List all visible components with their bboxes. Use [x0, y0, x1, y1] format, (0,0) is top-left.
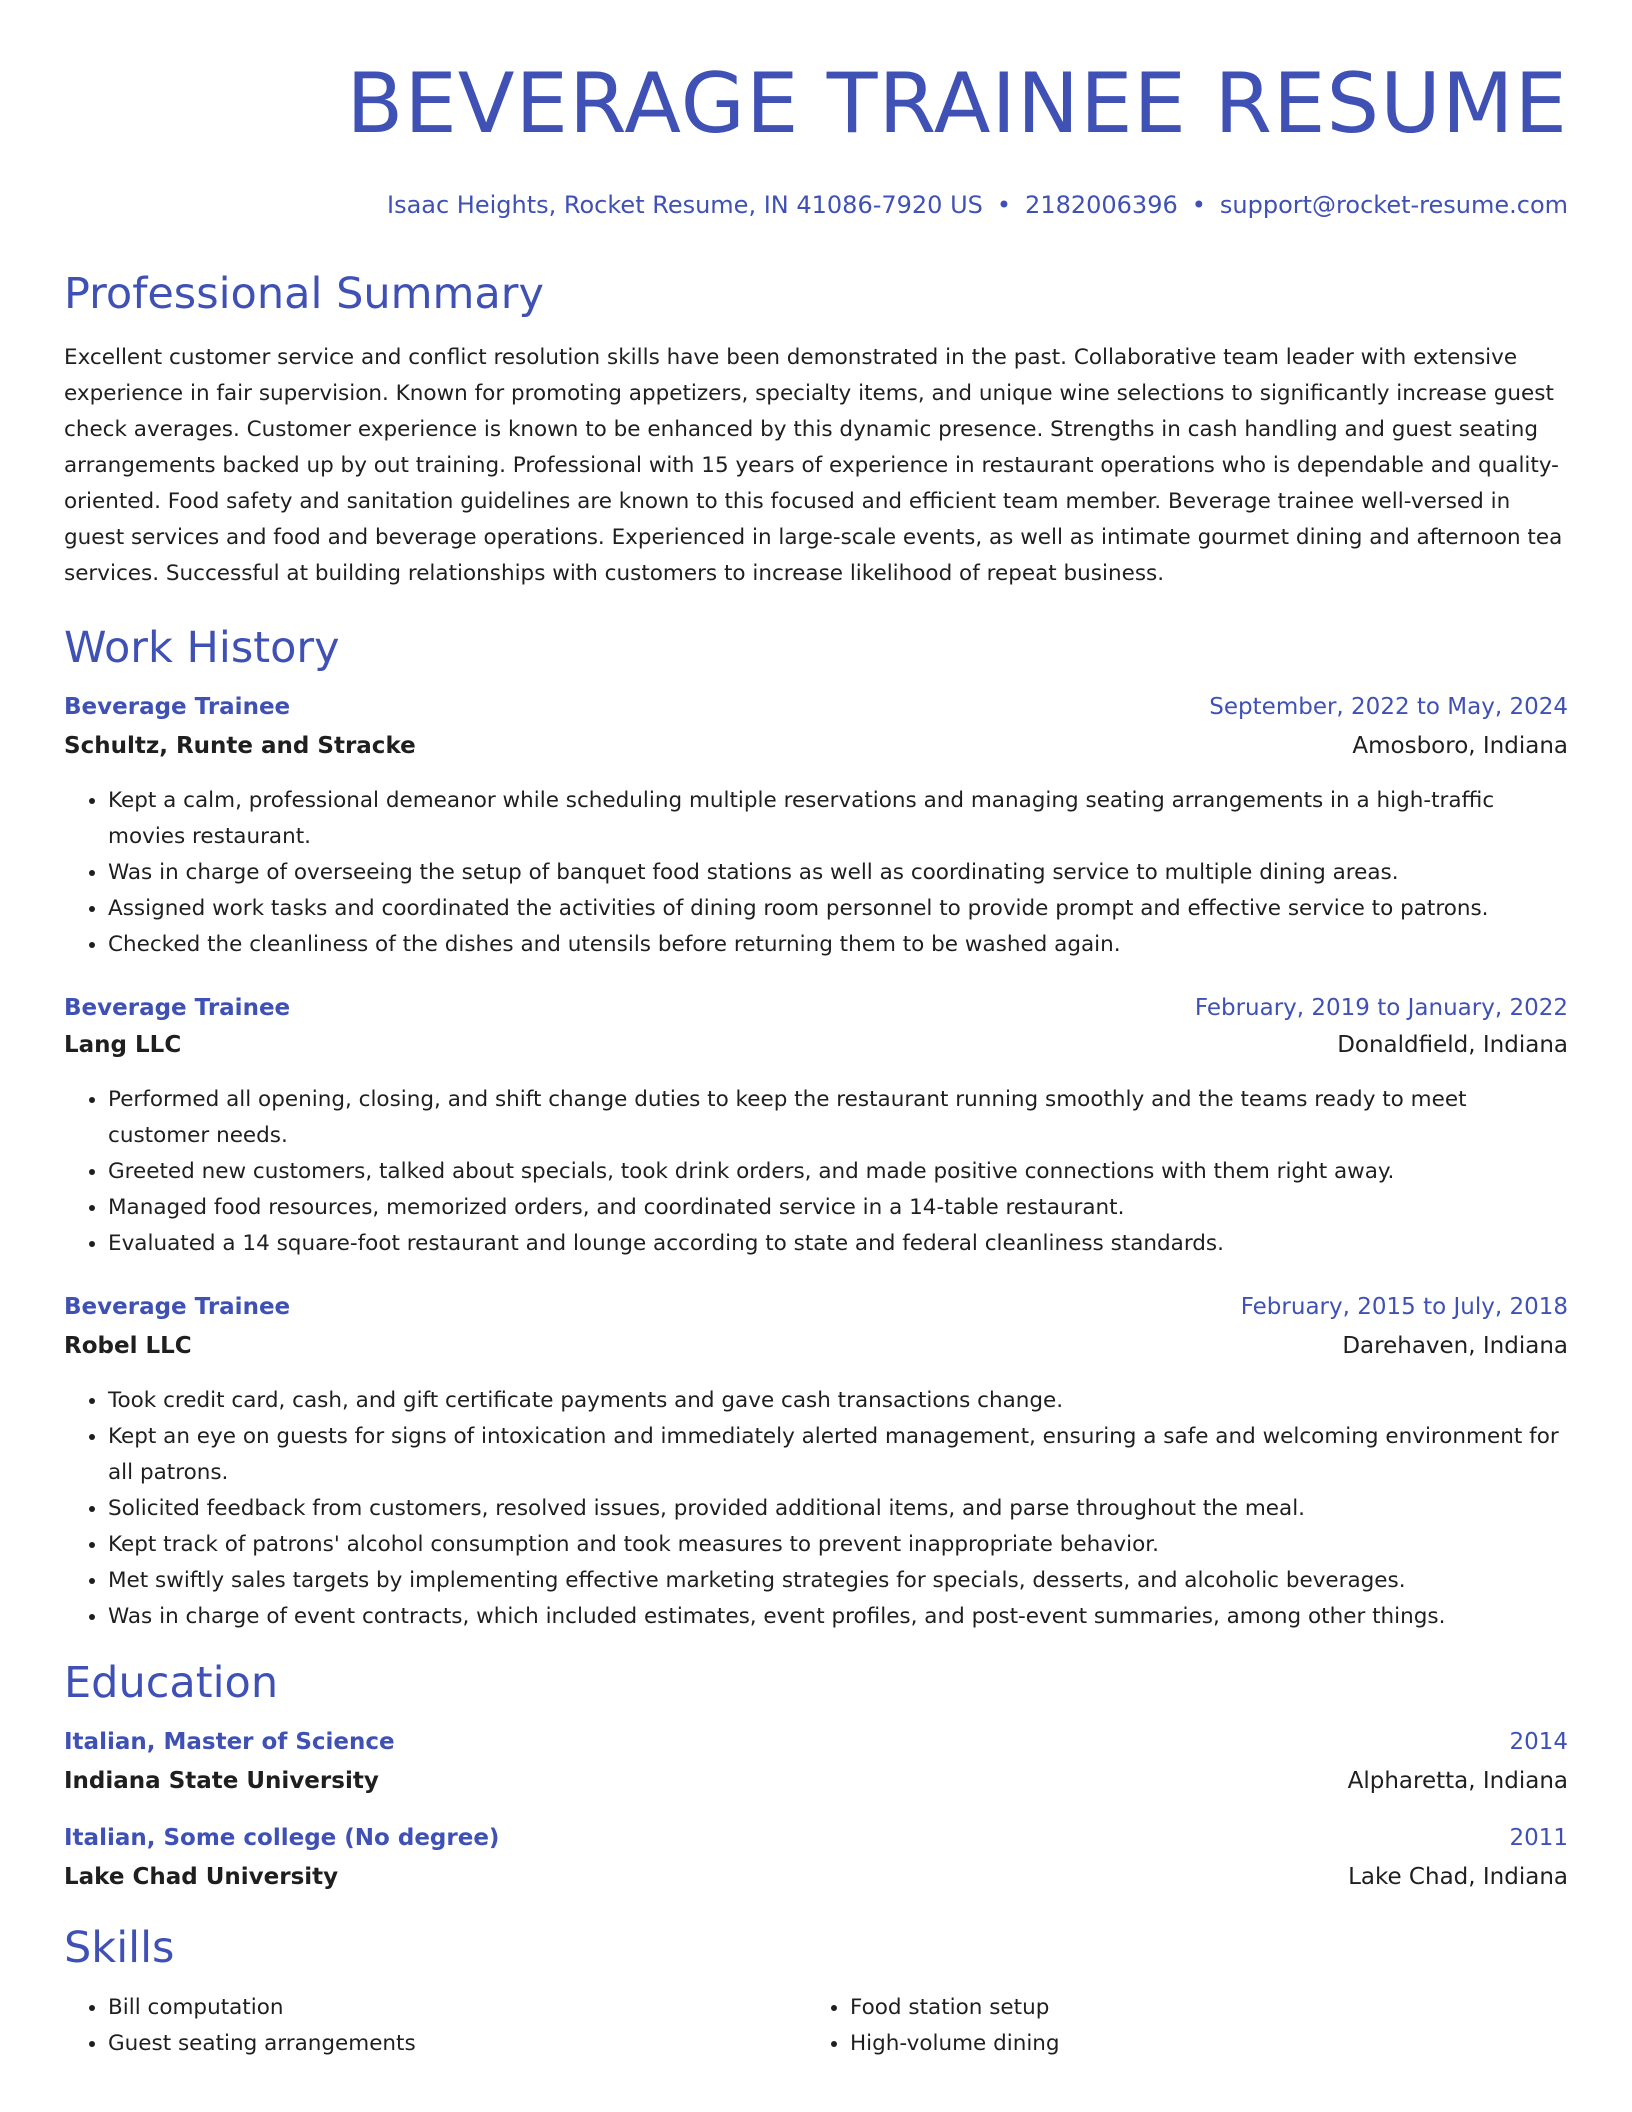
graduation-year: 2011 [1509, 1825, 1568, 1851]
duty-item: • Was in charge of event contracts, which included estimates, event profiles, and post-event summaries, among other things. [108, 1599, 1568, 1635]
job-title: Beverage Trainee [64, 995, 291, 1021]
education-heading: Education [64, 1658, 279, 1708]
duty-item: • Kept a calm, professional demeanor while scheduling multiple reservations and managing seating arrangements in a high-traffic movies restaurant. [108, 783, 1568, 855]
bullet-separator: • [1191, 191, 1206, 219]
duty-item: • Took credit card, cash, and gift certificate payments and gave cash transactions change. [108, 1383, 1568, 1419]
job-location: Donaldfield, Indiana [1337, 1032, 1568, 1058]
skills-list [64, 1990, 1568, 2062]
school-location: Alpharetta, Indiana [1347, 1768, 1568, 1794]
school-location: Lake Chad, Indiana [1348, 1864, 1568, 1890]
degree: Italian, Master of Science [64, 1729, 395, 1755]
contact-address: Isaac Heights, Rocket Resume, IN 41086-7920 US [386, 191, 983, 219]
school-name: Lake Chad University [64, 1864, 339, 1890]
employer-name: Lang LLC [64, 1032, 182, 1058]
resume-title: BEVERAGE TRAINEE RESUME [346, 55, 1568, 152]
duty-item: • Managed food resources, memorized orders, and coordinated service in a 14-table restaurant. [108, 1190, 1568, 1226]
skill-item: • Guest seating arrangements [108, 2026, 806, 2062]
duty-item: • Performed all opening, closing, and shift change duties to keep the restaurant running smoothly and the teams ready to meet customer needs. [108, 1082, 1568, 1154]
duty-item: • Solicited feedback from customers, resolved issues, provided additional items, and parse throughout the meal. [108, 1491, 1568, 1527]
degree: Italian, Some college (No degree) [64, 1825, 500, 1851]
job-entry [64, 692, 1568, 963]
duty-item: • Greeted new customers, talked about specials, took drink orders, and made positive connections with them right away. [108, 1154, 1568, 1190]
employer-name: Robel LLC [64, 1333, 192, 1359]
duties-list [64, 1383, 1568, 1635]
job-dates: February, 2019 to January, 2022 [1194, 995, 1568, 1021]
graduation-year: 2014 [1509, 1729, 1568, 1755]
education-entry [64, 1823, 1568, 1892]
duty-item: • Kept track of patrons' alcohol consumption and took measures to prevent inappropriate behavior. [108, 1527, 1568, 1563]
school-name: Indiana State University [64, 1768, 379, 1794]
duty-item: • Kept an eye on guests for signs of intoxication and immediately alerted management, ensuring a safe and welcoming environment for all patrons. [108, 1419, 1568, 1491]
job-entry [64, 1292, 1568, 1635]
skill-item: • Bill computation [108, 1990, 806, 2026]
job-dates: February, 2015 to July, 2018 [1240, 1294, 1568, 1320]
summary-text: Excellent customer service and conflict resolution skills have been demonstrated in the past. Collaborative team leader with extensive experience in fair supervision. Known for promoting appetizers, specialty items, and unique wine selections to significantly increase guest check averages. Customer experience is known to be enhanced by this dynamic presence. Strengths in cash handling and guest seating arrangements backed up by out training. Professional with 15 years of experience in restaurant operations who is dependable and quality-oriented. Food safety and sanitation guidelines are known to this focused and efficient team member. Beverage trainee well-versed in guest services and food and beverage operations. Experienced in large-scale events, as well as intimate gourmet dining and afternoon tea services. Successful at building relationships with customers to increase likelihood of repeat business. [64, 345, 1563, 586]
employer-name: Schultz, Runte and Stracke [64, 733, 416, 759]
work-history-heading: Work History [64, 623, 340, 673]
duty-item: • Checked the cleanliness of the dishes and utensils before returning them to be washed again. [108, 927, 1568, 963]
job-title: Beverage Trainee [64, 694, 291, 720]
job-dates: September, 2022 to May, 2024 [1209, 694, 1568, 720]
summary-heading: Professional Summary [64, 269, 544, 319]
skills-heading: Skills [64, 1923, 175, 1973]
duty-item: • Assigned work tasks and coordinated the activities of dining room personnel to provide prompt and effective service to patrons. [108, 891, 1568, 927]
job-entry [64, 993, 1568, 1262]
job-location: Amosboro, Indiana [1352, 733, 1568, 759]
job-location: Darehaven, Indiana [1342, 1333, 1568, 1359]
skill-item: • High-volume dining [850, 2026, 1548, 2062]
bullet-separator: • [996, 191, 1012, 219]
contact-phone: 2182006396 [1025, 191, 1178, 219]
skill-item: • Food station setup [850, 1990, 1548, 2026]
education-entry [64, 1727, 1568, 1796]
duty-item: • Evaluated a 14 square-foot restaurant and lounge according to state and federal cleanliness standards. [108, 1226, 1568, 1262]
skills-column-left [64, 1990, 806, 2062]
job-title: Beverage Trainee [64, 1294, 291, 1320]
contact-line [64, 190, 1568, 220]
skills-column-right [806, 1990, 1548, 2062]
duty-item: • Was in charge of overseeing the setup of banquet food stations as well as coordinating service to multiple dining areas. [108, 855, 1568, 891]
duties-list [64, 1082, 1568, 1262]
duties-list [64, 783, 1568, 963]
duty-item: • Met swiftly sales targets by implementing effective marketing strategies for specials, desserts, and alcoholic beverages. [108, 1563, 1568, 1599]
contact-email: support@rocket-resume.com [1219, 191, 1568, 219]
